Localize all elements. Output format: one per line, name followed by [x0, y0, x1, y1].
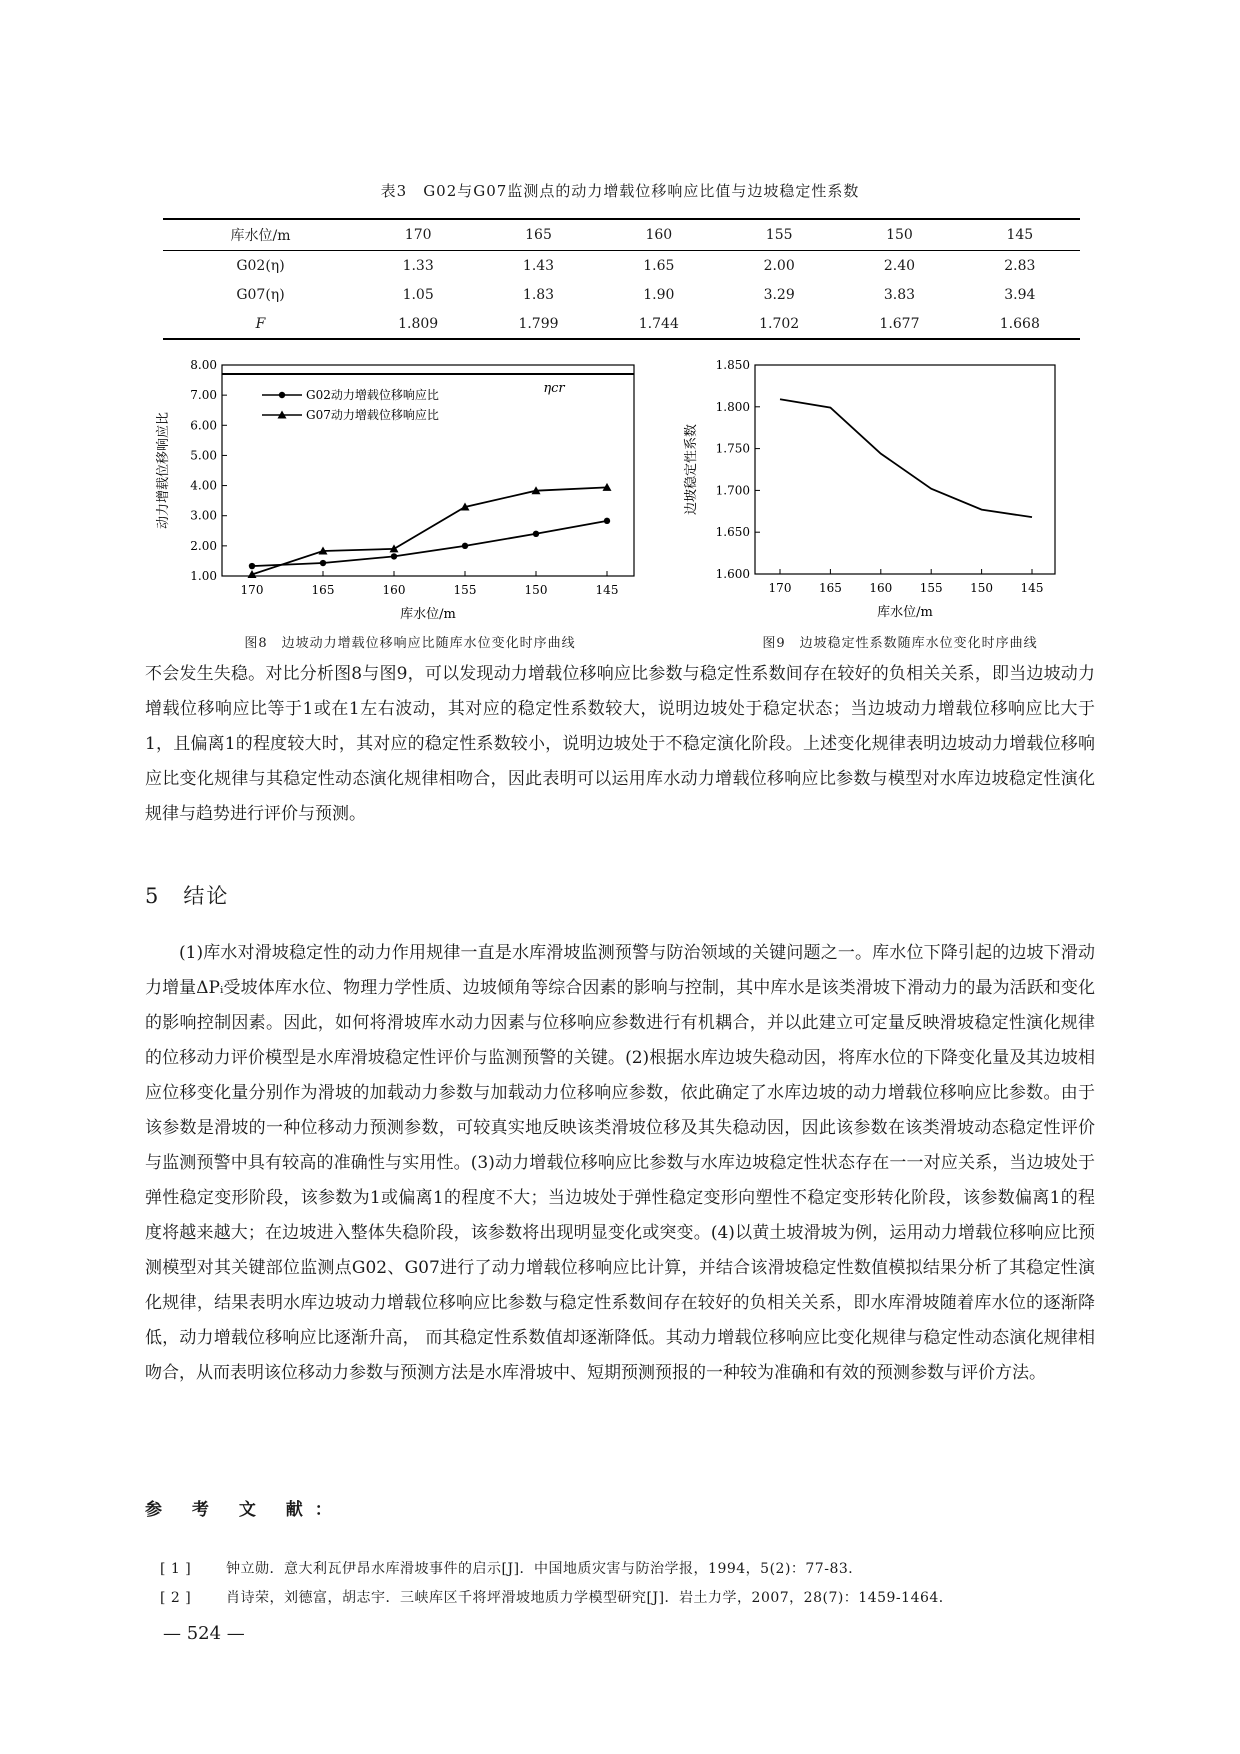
- table-cell: 2.40: [883, 257, 916, 274]
- y-tick-label: 1.750: [715, 441, 750, 456]
- x-tick-label: 145: [595, 583, 619, 597]
- table-row: [163, 309, 1080, 339]
- table-header-cell: 145: [960, 219, 1080, 251]
- table-row: [163, 251, 1080, 281]
- figure-8-caption: 图8 边坡动力增载位移响应比随库水位变化时序曲线: [244, 636, 576, 651]
- y-tick-label: 5.00: [190, 448, 217, 463]
- x-tick-label: 170: [768, 581, 792, 595]
- table-cell: 1.43: [522, 257, 555, 274]
- reference-number: [ 2 ]: [160, 1590, 192, 1606]
- row-label: F: [163, 309, 358, 339]
- table-header-cell: 160: [599, 219, 719, 251]
- data-point: [462, 543, 468, 549]
- figure-8-chart: [150, 350, 650, 620]
- legend-label: G07动力增载位移响应比: [306, 408, 439, 422]
- table-cell: 1.83: [522, 286, 555, 303]
- data-point: [249, 563, 255, 569]
- table-header-cell: 165: [478, 219, 598, 251]
- paragraph-text: (1)库水对滑坡稳定性的动力作用规律一直是水库滑坡监测预警与防治领域的关键问题之一。库水位下降引起的边坡下滑动力增量ΔPᵢ受坡体库水位、物理力学性质、边坡倾角等综合因素的影响与控制，其中库水是该类滑坡下滑动力的最为活跃和变化的影响控制因素。因此，如何将滑坡库水动力因素与位移响应参数进行有机耦合，并以此建立可定量反映滑坡稳定性演化规律的位移动力评价模型是水库滑坡稳定性评价与监测预警的关键。(2)根据水库边坡失稳动因，将库水位的下降变化量及其边坡相应位移变化量分别作为滑坡的加载动力参数与加载动力位移响应参数，依此确定了水库边坡的动力增载位移响应比参数。由于该参数是滑坡的一种位移动力预测参数，可较真实地反映该类滑坡位移及其失稳动因，因此该参数在该类滑坡动态稳定性评价与监测预警中具有较高的准确性与实用性。(3)动力增载位移响应比参数与水库边坡稳定性状态存在一一对应关系，当边坡处于弹性稳定变形阶段，该参数为1或偏离1的程度不大；当边坡处于弹性稳定变形向塑性不稳定变形转化阶段，该参数偏离1的程度将越来越大；在边坡进入整体失稳阶段，该参数将出现明显变化或突变。(4)以黄土坡滑坡为例，运用动力增载位移响应比预测模型对其关键部位监测点G02、G07进行了动力增载位移响应比计算，并结合该滑坡稳定性数值模拟结果分析了其稳定性演化规律，结果表明水库边坡动力增载位移响应比参数与稳定性系数间存在较好的负相关关系，即水库滑坡随着库水位的逐渐降低，动力增载位移响应比逐渐升高， 而其稳定性系数值却逐渐降低。其动力增载位移响应比变化规律与稳定性动态演化规律相吻合，从而表明该位移动力参数与预测方法是水库滑坡中、短期预测预报的一种较为准确和有效的预测参数与评价方法。: [145, 943, 1095, 1383]
- x-axis-label: 库水位/m: [400, 607, 456, 620]
- legend-marker: [279, 392, 285, 398]
- table-cell: 1.668: [960, 309, 1080, 339]
- data-point: [533, 531, 539, 537]
- reference-text: 钟立勋．意大利瓦伊昂水库滑坡事件的启示[J]．中国地质灾害与防治学报，1994，5(2)：77-83．: [226, 1561, 863, 1577]
- x-tick-label: 150: [970, 581, 994, 595]
- y-axis-label: 边坡稳定性系数: [684, 423, 699, 516]
- table-cell: 1.809: [358, 309, 478, 339]
- table-cell: 1.65: [643, 257, 675, 274]
- x-tick-label: 160: [869, 581, 893, 595]
- table-header-row: [163, 219, 1080, 251]
- y-tick-label: 6.00: [190, 418, 217, 433]
- y-tick-label: 1.650: [715, 525, 750, 540]
- table-cell: 2.00: [763, 257, 795, 274]
- figure-9-caption: 图9 边坡稳定性系数随库水位变化时序曲线: [762, 636, 1038, 651]
- x-axis-label: 库水位/m: [877, 605, 933, 620]
- table-cell: 1.744: [599, 309, 719, 339]
- table-header-label: 库水位/m: [163, 219, 358, 251]
- row-label: G02(η): [236, 257, 285, 274]
- table-cell: 2.83: [1004, 257, 1036, 274]
- table-cell: 1.677: [839, 309, 959, 339]
- page-number: — 524 —: [163, 1623, 245, 1644]
- body-paragraph-2: [145, 936, 1095, 1391]
- x-tick-label: 165: [311, 583, 335, 597]
- y-tick-label: 1.800: [715, 399, 750, 414]
- table-header-cell: 155: [719, 219, 839, 251]
- table-row: [163, 280, 1080, 309]
- x-tick-label: 150: [524, 583, 548, 597]
- table-cell: 1.702: [719, 309, 839, 339]
- table-cell: 3.94: [1004, 286, 1036, 303]
- x-tick-label: 145: [1020, 581, 1044, 595]
- threshold-label: ηcr: [543, 381, 565, 397]
- section-title: 5 结论: [145, 884, 230, 908]
- y-tick-label: 3.00: [190, 508, 217, 523]
- table-cell: 1.799: [478, 309, 598, 339]
- data-point: [604, 518, 610, 524]
- y-tick-label: 7.00: [190, 388, 217, 403]
- y-tick-label: 2.00: [190, 538, 217, 553]
- x-tick-label: 155: [919, 581, 943, 595]
- table-caption: 表3 G02与G07监测点的动力增载位移响应比值与边坡稳定性系数: [380, 182, 860, 200]
- y-tick-label: 1.600: [715, 567, 750, 581]
- legend-label: G02动力增载位移响应比: [306, 388, 439, 402]
- y-tick-label: 1.700: [715, 483, 750, 498]
- y-tick-label: 1.850: [715, 358, 750, 372]
- y-tick-label: 1.00: [190, 569, 217, 583]
- x-tick-label: 160: [382, 583, 406, 597]
- table-header-cell: 150: [839, 219, 959, 251]
- body-paragraph-1: [145, 657, 1095, 832]
- table-cell: 1.90: [643, 286, 675, 303]
- paragraph-text: 不会发生失稳。对比分析图8与图9，可以发现动力增载位移响应比参数与稳定性系数间存在较好的负相关关系，即当边坡动力增载位移响应比等于1或在1左右波动，其对应的稳定性系数较大，说明边坡处于稳定状态；当边坡动力增载位移响应比大于1，且偏离1的程度较大时，其对应的稳定性系数较小，说明边坡处于不稳定演化阶段。上述变化规律表明边坡动力增载位移响应比变化规律与其稳定性动态演化规律相吻合，因此表明可以运用库水动力增载位移响应比参数与模型对水库边坡稳定性演化规律与趋势进行评价与预测。: [145, 664, 1095, 824]
- reference-item: [160, 1558, 1090, 1578]
- y-axis-label: 动力增载位移响应比: [156, 411, 171, 530]
- reference-item: [160, 1587, 1090, 1607]
- data-point: [320, 560, 326, 566]
- row-label: G07(η): [236, 286, 285, 303]
- reference-number: [ 1 ]: [160, 1561, 192, 1577]
- references-title: 参 考 文 献：: [145, 1500, 344, 1520]
- x-tick-label: 155: [453, 583, 477, 597]
- table-header-cell: 170: [358, 219, 478, 251]
- table-cell: 1.05: [402, 286, 434, 303]
- table-cell: 1.33: [402, 257, 434, 274]
- data-table: [163, 218, 1080, 340]
- x-tick-label: 165: [818, 581, 842, 595]
- figure-9-chart: [680, 350, 1100, 620]
- x-tick-label: 170: [240, 583, 264, 597]
- series-line: [780, 399, 1032, 517]
- y-tick-label: 4.00: [190, 478, 217, 493]
- table-cell: 3.29: [763, 286, 795, 303]
- table-cell: 3.83: [883, 286, 916, 303]
- y-tick-label: 8.00: [190, 358, 217, 372]
- reference-text: 肖诗荣，刘德富，胡志宇．三峡库区千将坪滑坡地质力学模型研究[J]．岩土力学，2007，28(7)：1459-1464．: [226, 1590, 954, 1606]
- data-point: [391, 553, 397, 559]
